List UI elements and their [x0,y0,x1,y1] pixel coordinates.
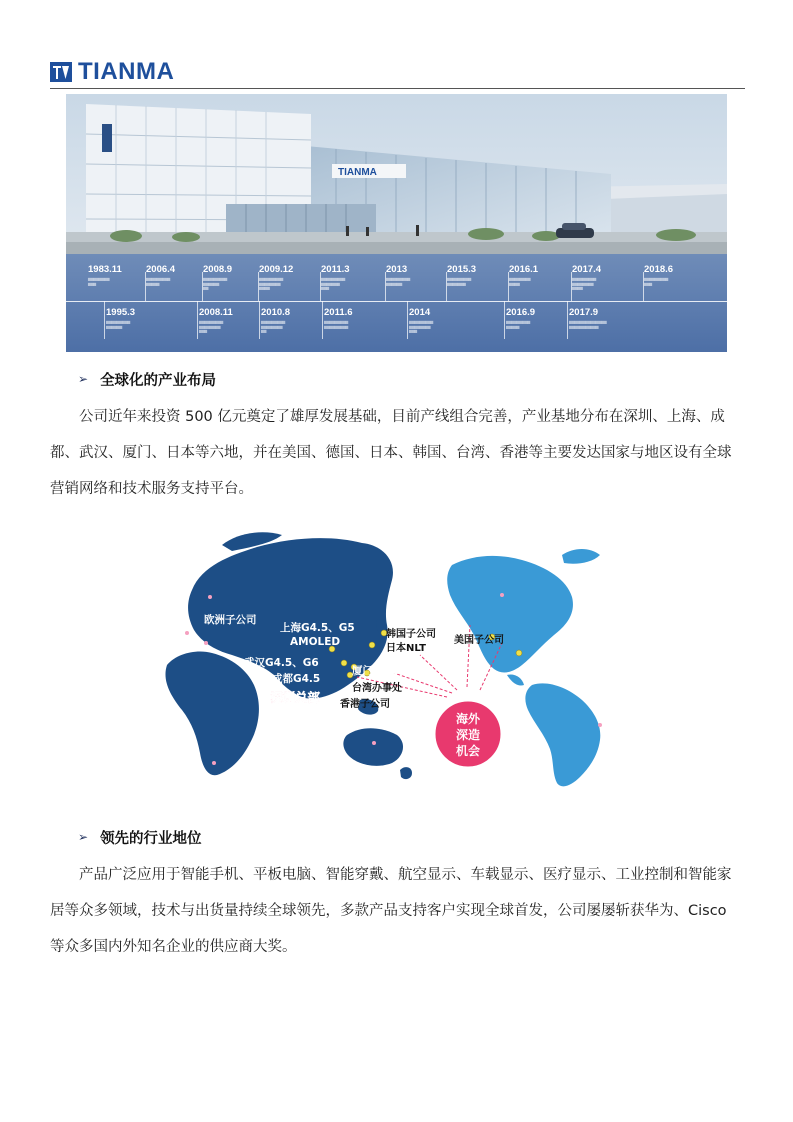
timeline-tick [407,301,408,339]
timeline-year: 2015.3 [447,264,477,275]
timeline-desc-placeholder: ▆▆▆▆▆▆▆▆▆ ▆▆▆▆▆▆ ▆▆ [203,277,228,290]
tianma-logo-icon [50,62,72,82]
bubble-line-1: 海外 [455,712,481,726]
timeline-item [88,264,150,286]
timeline-year: 2016.1 [509,264,539,275]
label-shanghai-line2: AMOLED [290,636,341,648]
timeline-item [259,264,321,291]
timeline-desc-placeholder: ▆▆▆▆▆▆▆▆▆ ▆▆▆▆▆▆▆ [447,277,472,286]
paragraph-text: 公司近年来投资 500 亿元奠定了雄厚发展基础，目前产线组合完善，产业基地分布在深圳、上海、成都、武汉、厦门、日本等六地，并在美国、德国、日本、韩国、台湾、香港等主要发达国家与地区设有全球营销网络和技术服务支持平台。 [50,409,732,497]
timeline-desc-placeholder: ▆▆▆▆▆▆▆▆▆ ▆▆▆▆▆ [146,277,171,286]
timeline-desc-placeholder: ▆▆▆▆▆▆▆▆▆ ▆▆▆▆▆▆ [106,320,131,329]
timeline-item [324,307,386,329]
timeline-item [146,264,208,286]
label-hongkong: 香港子公司 [340,699,390,710]
world-map-figure [162,525,628,807]
timeline-item [569,307,631,329]
timeline-item [409,307,471,334]
label-chengdu: 成都G4.5 [272,673,321,685]
history-timeline [66,254,727,352]
timeline-desc-placeholder: ▆▆▆▆▆▆▆▆▆ ▆▆▆▆▆▆▆ ▆▆▆ [321,277,346,290]
timeline-axis [66,301,727,302]
timeline-desc-placeholder: ▆▆▆▆▆▆▆▆▆ ▆▆▆▆▆▆▆▆▆ [324,320,349,329]
section-heading-global-layout [78,368,216,390]
timeline-year: 2008.11 [199,307,233,318]
brand-logo [50,60,174,84]
timeline-item [199,307,261,334]
timeline-tick [197,301,198,339]
timeline-desc-placeholder: ▆▆▆▆▆▆▆▆▆ ▆▆▆▆▆ [506,320,531,329]
paragraph-text: 产品广泛应用于智能手机、平板电脑、智能穿戴、航空显示、车载显示、医疗显示、工业控制和智能家居等众多领域，技术与出货量持续全球领先，多款产品支持客户实现全球首发，公司屡屡斩获华为、Cisco 等众多国内外知名企业的供应商大奖。 [50,867,732,955]
timeline-year: 2013 [386,264,408,275]
timeline-year: 2016.9 [506,307,536,318]
label-korea: 韩国子公司 [386,629,436,640]
timeline-year: 2017.9 [569,307,599,318]
timeline-year: 2009.12 [259,264,294,275]
timeline-item [644,264,706,286]
timeline-tick [504,301,505,339]
timeline-item [572,264,634,291]
timeline-desc-placeholder: ▆▆▆▆▆▆▆▆▆ ▆▆▆▆▆▆▆▆ ▆▆▆▆ [259,277,284,290]
timeline-item [106,307,168,329]
label-wuhan: 武汉G4.5、G6 [244,657,319,669]
timeline-year: 1983.11 [88,264,122,275]
timeline-year: 2011.3 [321,264,350,275]
timeline-item [261,307,323,334]
label-shanghai-line1: 上海G4.5、G5 [280,622,355,634]
timeline-year: 1995.3 [106,307,136,318]
brand-name: TIANMA [78,58,175,85]
timeline-year: 2018.6 [644,264,674,275]
timeline-item [506,307,568,329]
timeline-desc-placeholder: ▆▆▆▆▆▆▆▆▆▆▆▆▆▆ ▆▆▆▆▆▆▆▆▆▆▆ [569,320,607,329]
section-paragraph-global-layout [50,399,745,507]
timeline-desc-placeholder: ▆▆▆▆▆▆▆▆▆ ▆▆▆▆▆▆▆▆ ▆▆▆▆ [572,277,597,290]
timeline-desc-placeholder: ▆▆▆▆▆▆▆▆▆ ▆▆▆▆▆▆ [386,277,411,286]
timeline-year: 2010.8 [261,307,291,318]
timeline-year: 2006.4 [146,264,176,275]
section-title: 领先的行业地位 [100,830,202,847]
section-heading-industry-position [78,826,202,848]
label-usa: 美国子公司 [454,635,504,646]
label-europe: 欧洲子公司 [204,614,257,626]
arrow-bullet-icon: ➢ [78,830,89,844]
label-japan: 日本NLT [386,643,426,654]
arrow-bullet-icon: ➢ [78,372,89,386]
timeline-item [386,264,448,286]
timeline-desc-placeholder: ▆▆▆▆▆▆▆▆ ▆▆▆▆ [509,277,531,286]
timeline-year: 2008.9 [203,264,233,275]
timeline-desc-placeholder: ▆▆▆▆▆▆▆▆▆ ▆▆▆▆▆▆▆▆ ▆▆▆ [409,320,434,333]
timeline-desc-placeholder: ▆▆▆▆▆▆▆▆▆ ▆▆▆ [644,277,669,286]
timeline-desc-placeholder: ▆▆▆▆▆▆▆▆▆ ▆▆▆▆▆▆▆▆ ▆▆▆ [199,320,224,333]
timeline-year: 2014 [409,307,431,318]
timeline-item [203,264,265,291]
timeline-item [321,264,383,291]
timeline-year: 2017.4 [572,264,602,275]
label-xiamen: 厦门G5.5、G6 [352,665,427,677]
building-sign-text: TIANMA [338,167,377,178]
section-paragraph-industry-position [50,857,745,965]
timeline-item [509,264,571,286]
header-rule [50,88,745,89]
timeline-year: 2011.6 [324,307,353,318]
label-taiwan: 台湾办事处 [352,683,402,694]
bubble-line-3: 机会 [455,744,481,758]
timeline-desc-placeholder: ▆▆▆▆▆▆▆▆▆ ▆▆▆▆▆▆▆▆ ▆▆ [261,320,286,333]
label-shenzhen-hq: 深圳总部 [270,690,321,705]
timeline-item [447,264,509,286]
bubble-line-2: 深造 [455,728,481,742]
timeline-tick [104,301,105,339]
timeline-desc-placeholder: ▆▆▆▆▆▆▆▆ ▆▆▆ [88,277,110,286]
section-title: 全球化的产业布局 [100,372,217,389]
